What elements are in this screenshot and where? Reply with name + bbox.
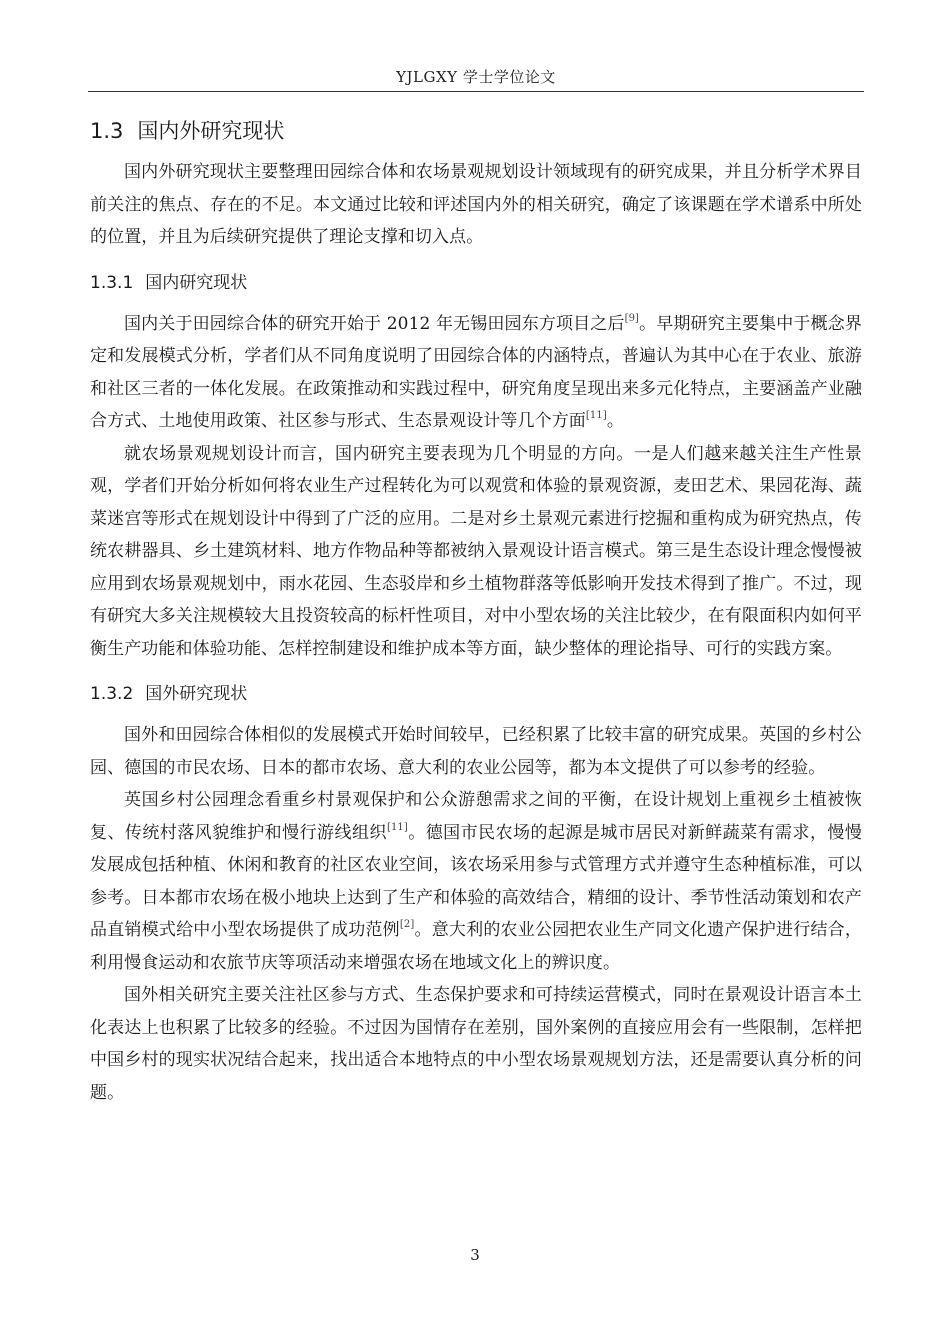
page-content — [90, 108, 862, 1109]
citation-ref: [11] — [585, 410, 607, 421]
section-title: 国内外研究现状 — [137, 119, 285, 143]
subsection-number: 1.3.2 — [90, 684, 134, 704]
subsection-title: 国外研究现状 — [145, 684, 248, 704]
paragraph-text: 国内关于田园综合体的研究开始于 2012 年无锡田园东方项目之后 — [124, 313, 625, 334]
citation-ref: [11] — [386, 821, 408, 833]
header-rule — [88, 91, 864, 92]
paragraph-text: 。德国市民农场的起源是城市居民对新鲜蔬菜有需求，慢慢发展成包括种植、休闲和教育的社区农业空间，该农场采用参与式管理方式并遵守生态种植标准，可以参考。日本都市农场在极小地块上达到了生产和体验的高效结合，精细的设计、季节性活动策划和农产品直销模式给中小型农场提供了成功范例 — [90, 822, 862, 940]
citation-ref: [2] — [399, 919, 415, 930]
page-header: YJLGXY 学士学位论文 — [396, 68, 556, 86]
section-intro-paragraph: 国内外研究现状主要整理田园综合体和农场景观规划设计领域现有的研究成果，并且分析学术界目前关注的焦点、存在的不足。本文通过比较和评述国内外的相关研究，确定了该课题在学术谱系中所处的位置，并且为后续研究提供了理论支撑和切入点。 — [90, 162, 862, 247]
paragraph-text: 。 — [606, 411, 624, 431]
section-number: 1.3 — [90, 119, 124, 143]
page-number: 3 — [470, 1246, 480, 1264]
domestic-paragraph-2: 就农场景观规划设计而言，国内研究主要表现为几个明显的方向。一是人们越来越关注生产性景观，学者们开始分析如何将农业生产过程转化为可以观赏和体验的景观资源，麦田艺术、果园花海、蔬菜迷宫等形式在规划设计中得到了广泛的应用。二是对乡土景观元素进行挖掘和重构成为研究热点，传统农耕器具、乡土建筑材料、地方作物品种等都被纳入景观设计语言模式。第三是生态设计理念慢慢被应用到农场景观规划中，雨水花园、生态驳岸和乡土植物群落等低影响开发技术得到了推广。不过，现有研究大多关注规模较大且投资较高的标杆性项目，对中小型农场的关注比较少，在有限面积内如何平衡生产功能和体验功能、怎样控制建设和维护成本等方面，缺少整体的理论指导、可行的实践方案。 — [90, 443, 862, 659]
subsection-heading-foreign — [90, 679, 862, 709]
paragraph-text: 英国乡村公园理念看重乡村景观保护和公众游憩需求之间的平衡，在设计规划上重视乡土植被恢复、传统村落风貌维护和慢行游线组织 — [90, 790, 862, 843]
foreign-paragraph-2 — [90, 784, 862, 979]
foreign-paragraph-3: 国外相关研究主要关注社区参与方式、生态保护要求和可持续运营模式，同时在景观设计语言本土化表达上也积累了比较多的经验。不过因为国情存在差别，国外案例的直接应用会有一些限制，怎样把中国乡村的现实状况结合起来，找出适合本地特点的中小型农场景观规划方法，还是需要认真分析的问题。 — [90, 985, 862, 1103]
foreign-paragraph-1: 国外和田园综合体相似的发展模式开始时间较早，已经积累了比较丰富的研究成果。英国的乡村公园、德国的市民农场、日本的都市农场、意大利的农业公园等，都为本文提供了可以参考的经验。 — [90, 725, 862, 778]
paragraph-text: 。早期研究主要集中于概念界定和发展模式分析，学者们从不同角度说明了田园综合体的内涵特点，普遍认为其中心在于农业、旅游和社区三者的一体化发展。在政策推动和实践过程中，研究角度呈现出来多元化特点，主要涵盖产业融合方式、土地使用政策、社区参与形式、生态景观设计等几个方面 — [90, 313, 862, 431]
subsection-title: 国内研究现状 — [145, 272, 248, 293]
paragraph-text: 。意大利的农业公园把农业生产同文化遗产保护进行结合，利用慢食运动和农旅节庆等项活动来增强农场在地域文化上的辨识度。 — [90, 920, 862, 973]
subsection-heading-domestic — [90, 268, 862, 298]
section-heading — [90, 116, 862, 146]
citation-ref: [9] — [624, 312, 640, 324]
subsection-number: 1.3.1 — [90, 272, 134, 293]
domestic-paragraph-1 — [90, 308, 862, 438]
